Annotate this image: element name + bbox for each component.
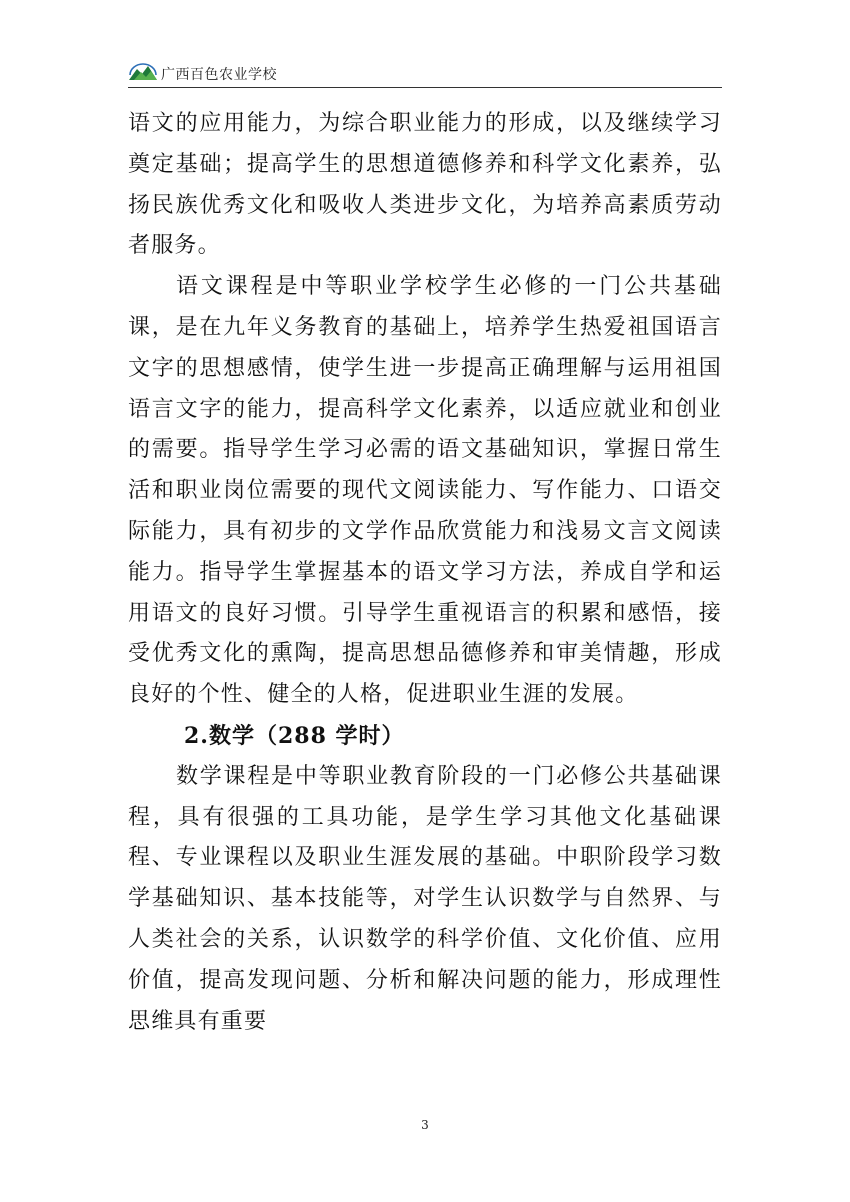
page-number: 3 [421, 1118, 429, 1132]
school-logo-icon [128, 60, 158, 82]
paragraph-math-course: 数学课程是中等职业教育阶段的一门必修公共基础课程，具有很强的工具功能，是学生学习其他文化基础课程、专业课程以及职业生涯发展的基础。中职阶段学习数学基础知识、基本技能等，对学生认识数学与自然界、与人类社会的关系，认识数学的科学价值、文化价值、应用价值，提高发现问题、分析和解决问题的能力，形成理性思维具有重要 [128, 763, 722, 1034]
section-heading-math: 2.数学（288 学时） [184, 722, 405, 749]
page-header [128, 56, 722, 90]
school-name: 广西百色农业学校 [161, 67, 277, 83]
paragraph-continued: 语文的应用能力，为综合职业能力的形成，以及继续学习奠定基础；提高学生的思想道德修养和科学文化素养，弘扬民族优秀文化和吸收人类进步文化，为培养高素质劳动者服务。 [128, 111, 722, 259]
header-divider [128, 87, 722, 88]
document-body [128, 104, 722, 1042]
paragraph-chinese-course: 语文课程是中等职业学校学生必修的一门公共基础课，是在九年义务教育的基础上，培养学生热爱祖国语言文字的思想感情，使学生进一步提高正确理解与运用祖国语言文字的能力，提高科学文化素养，以适应就业和创业的需要。指导学生学习必需的语文基础知识，掌握日常生活和职业岗位需要的现代文阅读能力、写作能力、口语交际能力，具有初步的文学作品欣赏能力和浅易文言文阅读能力。指导学生掌握基本的语文学习方法，养成自学和运用语文的良好习惯。引导学生重视语言的积累和感悟，接受优秀文化的熏陶，提高思想品德修养和审美情趣，形成良好的个性、健全的人格，促进职业生涯的发展。 [128, 274, 722, 708]
